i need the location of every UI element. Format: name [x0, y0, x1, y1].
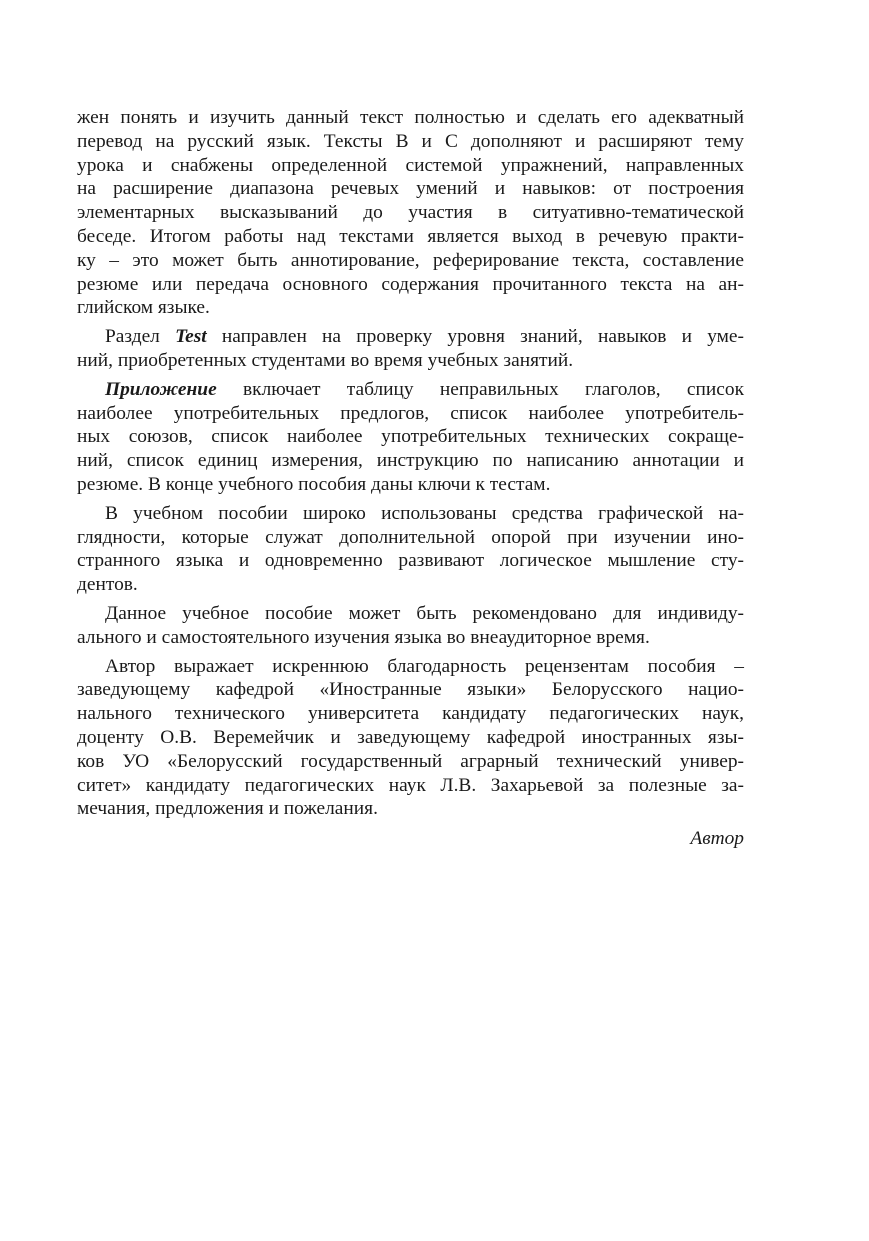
text-line: дентов. [77, 574, 138, 596]
paragraph-rest: направлен на проверку уровня знаний, навыков и уме- [206, 326, 744, 348]
term-appendix: Приложение [105, 378, 217, 400]
paragraph-test-section [77, 325, 744, 373]
text-line: глийском языке. [77, 297, 210, 319]
author-signature: Автор [690, 828, 744, 850]
text-line: странного языка и одновременно развивают логическое мышление сту- [77, 550, 744, 572]
paragraph-appendix [77, 378, 744, 497]
text-line: В учебном пособии широко использованы средства графической на- [105, 502, 744, 524]
paragraph-prefix: Раздел [105, 326, 176, 348]
text-line: глядности, которые служат дополнительной опорой при изучении ино- [77, 526, 744, 548]
text-line: ального и самостоятельного изучения языка во внеаудиторное время. [77, 626, 650, 648]
paragraph-graphics [77, 502, 744, 597]
text-line [77, 378, 744, 402]
text-line: элементарных высказываний до участия в ситуативно-тематической [77, 202, 744, 224]
text-line: на расширение диапазона речевых умений и навыков: от построения [77, 178, 744, 200]
text-line: ных союзов, список наиболее употребительных технических сокраще- [77, 426, 744, 448]
document-page [77, 106, 744, 851]
paragraph-acknowledgements [77, 655, 744, 822]
text-line: резюме. В конце учебного пособия даны ключи к тестам. [77, 473, 551, 495]
text-line: наиболее употребительных предлогов, список наиболее употребитель- [77, 402, 744, 424]
text-line: резюме или передача основного содержания прочитанного текста на ан- [77, 273, 744, 295]
text-line: ситет» кандидату педагогических наук Л.В. Захарьевой за полезные за- [77, 774, 744, 796]
text-line: ку – это может быть аннотирование, реферирование текста, составление [77, 249, 744, 271]
text-line: мечания, предложения и пожелания. [77, 798, 378, 820]
text-line: ний, приобретенных студентами во время учебных занятий. [77, 349, 574, 371]
text-line: Автор выражает искреннюю благодарность рецензентам пособия – [105, 655, 744, 677]
text-line: жен понять и изучить данный текст полностью и сделать его адекватный [77, 107, 744, 128]
text-line: Данное учебное пособие может быть рекомендовано для индивиду- [105, 602, 744, 624]
term-test: Test [175, 326, 207, 348]
paragraph-rest: включает таблицу неправильных глаголов, список [216, 378, 744, 400]
paragraph-texts-description [77, 106, 744, 320]
text-line: ний, список единиц измерения, инструкцию по написанию аннотации и [77, 450, 744, 472]
text-line: беседе. Итогом работы над текстами является выход в речевую практи- [77, 225, 744, 247]
text-line: доценту О.В. Веремейчик и заведующему кафедрой иностранных язы- [77, 726, 744, 748]
paragraph-recommendation [77, 602, 744, 650]
text-line: заведующему кафедрой «Иностранные языки» Белорусского нацио- [77, 679, 744, 701]
text-line: урока и снабжены определенной системой упражнений, направленных [77, 154, 744, 176]
text-line: нального технического университета кандидату педагогических наук, [77, 703, 744, 725]
text-line [77, 325, 744, 349]
text-line: ков УО «Белорусский государственный аграрный технический универ- [77, 750, 744, 772]
text-line: перевод на русский язык. Тексты B и C дополняют и расширяют тему [77, 130, 744, 152]
